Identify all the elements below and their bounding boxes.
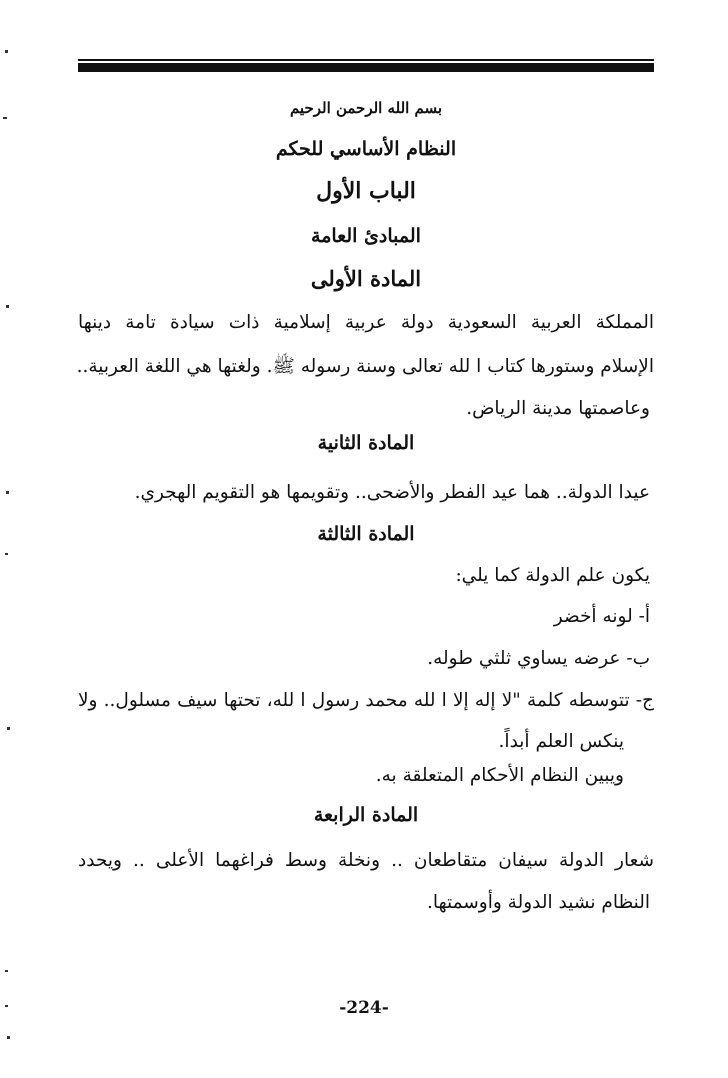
scan-speck [3, 117, 7, 119]
scan-speck [5, 1005, 8, 1007]
chapter-title: الباب الأول [316, 178, 416, 204]
article-2-line-1: عيدا الدولة.. هما عيد الفطر والأضحى.. وتقويمها هو التقويم الهجري. [134, 482, 650, 503]
law-title: النظام الأساسي للحكم [275, 138, 457, 160]
scan-speck [7, 727, 10, 730]
article-1-line-3: وعاصمتها مدينة الرياض. [466, 398, 650, 419]
article-3-item-c: ج- تتوسطه كلمة "لا إله إلا ا لله محمد رسول ا لله، تحتها سيف مسلول.. ولا [78, 690, 654, 711]
article-3-item-c-continued: ينكس العلم أبداً. [498, 731, 624, 752]
page-number: -224- [339, 998, 389, 1018]
scan-speck [6, 491, 9, 494]
scan-speck [7, 1036, 10, 1039]
section-title: المبادئ العامة [311, 225, 421, 247]
article-3-line-1: يكون علم الدولة كما يلي: [455, 565, 650, 586]
article-1-line-1: المملكة العربية السعودية دولة عربية إسلامية ذات سيادة تامة دينها [78, 312, 654, 333]
scan-speck [5, 970, 8, 972]
basmala: بسم الله الرحمن الرحيم [289, 99, 443, 117]
article-4-title: المادة الرابعة [313, 804, 419, 826]
scan-speck [6, 305, 9, 308]
top-rule-thick [78, 63, 654, 72]
article-3-item-a: أ- لونه أخضر [553, 606, 650, 627]
article-1-title: المادة الأولى [310, 266, 422, 291]
article-1-line-2: الإسلام وستورها كتاب ا لله تعالى وسنة رسوله ﷺ. ولغتها هي اللغة العربية.. [76, 356, 654, 377]
scan-speck [5, 553, 8, 555]
article-4-line-1: شعار الدولة سيفان متقاطعان .. ونخلة وسط فراغهما الأعلى .. ويحدد [78, 850, 654, 871]
article-3-item-b: ب- عرضه يساوي ثلثي طوله. [427, 648, 650, 669]
article-4-line-2: النظام نشيد الدولة وأوسمتها. [426, 892, 650, 913]
article-3-title: المادة الثالثة [317, 523, 415, 545]
scan-speck [5, 50, 8, 53]
article-3-closing: ويبين النظام الأحكام المتعلقة به. [375, 765, 624, 786]
top-rule-thin [78, 59, 654, 61]
article-2-title: المادة الثانية [317, 432, 415, 454]
